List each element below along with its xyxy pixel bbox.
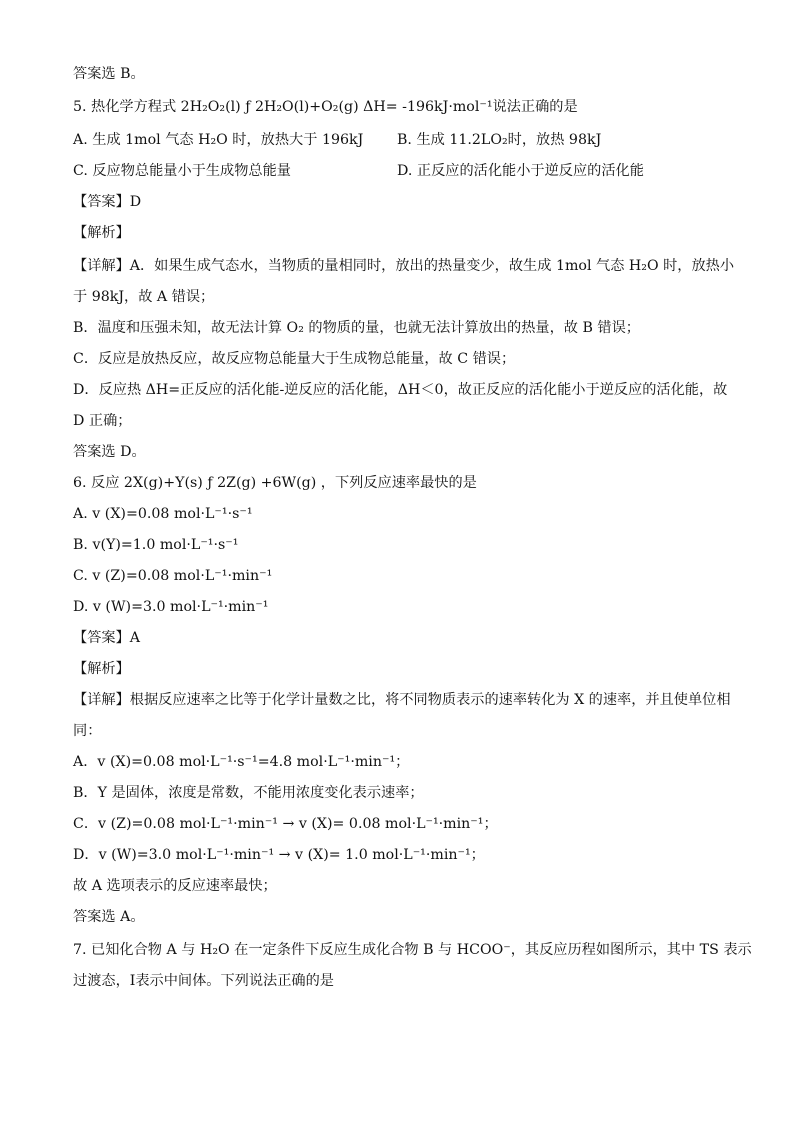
question-5-option-a: A. 生成 1mol 气态 H₂O 时，放热大于 196kJ [73, 132, 364, 148]
question-6-analysis-heading: 【解析】 [73, 661, 130, 677]
question-6-explanation-line-2: 同： [73, 723, 102, 739]
question-5-option-b: B. 生成 11.2LO₂时，放热 98kJ [397, 132, 602, 148]
question-6-conclusion: 故 A 选项表示的反应速率最快； [73, 878, 277, 894]
question-5-option-c: C. 反应物总能量小于生成物总能量 [73, 163, 291, 179]
question-5-option-d: D. 正反应的活化能小于逆反应的活化能 [397, 163, 644, 179]
question-5-explanation-d-line-1: D．反应热 ΔH=正反应的活化能-逆反应的活化能，ΔH＜0，故正反应的活化能小于逆反应的活化能，故 [73, 382, 728, 398]
question-6-option-a: A. v (X)=0.08 mol·L⁻¹·s⁻¹ [73, 506, 253, 522]
question-6-option-d: D. v (W)=3.0 mol·L⁻¹·min⁻¹ [73, 599, 269, 615]
question-6-explanation-d: D．v (W)=3.0 mol·L⁻¹·min⁻¹ → v (X)= 1.0 mol·L⁻¹·min⁻¹； [73, 847, 485, 863]
question-5-explanation-line-2: 于 98kJ，故 A 错误； [73, 289, 215, 305]
question-5-analysis-heading: 【解析】 [73, 225, 130, 241]
question-5-answer: 【答案】D [73, 194, 142, 210]
question-6-explanation-c: C．v (Z)=0.08 mol·L⁻¹·min⁻¹ → v (X)= 0.08 mol·L⁻¹·min⁻¹； [73, 816, 498, 832]
question-6-explanation-line-1: 【详解】根据反应速率之比等于化学计量数之比，将不同物质表示的速率转化为 X 的速率，并且使单位相 [73, 692, 731, 708]
question-6-option-c: C. v (Z)=0.08 mol·L⁻¹·min⁻¹ [73, 568, 273, 584]
question-7-stem-line-2: 过渡态，Ⅰ表示中间体。下列说法正确的是 [73, 973, 334, 989]
question-5-stem: 5. 热化学方程式 2H₂O₂(l) ƒ 2H₂O(l)+O₂(g) ΔH= -196kJ·mol⁻¹说法正确的是 [73, 99, 578, 115]
question-5-explanation-d-line-2: D 正确； [73, 413, 132, 429]
question-5-explanation-c: C．反应是放热反应，故反应物总能量大于生成物总能量，故 C 错误； [73, 351, 516, 367]
question-6-answer: 【答案】A [73, 630, 140, 646]
question-6-final-answer: 答案选 A。 [73, 909, 145, 925]
question-6-option-b: B. v(Y)=1.0 mol·L⁻¹·s⁻¹ [73, 537, 239, 553]
question-6-stem: 6. 反应 2X(g)+Y(s) ƒ 2Z(g) +6W(g) ，下列反应速率最快的是 [73, 475, 477, 491]
question-6-explanation-a: A．v (X)=0.08 mol·L⁻¹·s⁻¹=4.8 mol·L⁻¹·min⁻¹； [73, 754, 410, 770]
question-6-explanation-b: B．Y 是固体，浓度是常数，不能用浓度变化表示速率； [73, 785, 424, 801]
answer-line-q4: 答案选 B。 [73, 66, 145, 82]
question-5-explanation-b: B．温度和压强未知，故无法计算 O₂ 的物质的量，也就无法计算放出的热量，故 B 错误； [73, 320, 640, 336]
question-5-explanation-line-1: 【详解】A．如果生成气态水，当物质的量相同时，放出的热量变少，故生成 1mol 气态 H₂O 时，放热小 [73, 258, 735, 274]
question-7-stem-line-1: 7. 已知化合物 A 与 H₂O 在一定条件下反应生成化合物 B 与 HCOO⁻，其反应历程如图所示，其中 TS 表示 [73, 942, 752, 958]
question-5-final-answer: 答案选 D。 [73, 444, 146, 460]
